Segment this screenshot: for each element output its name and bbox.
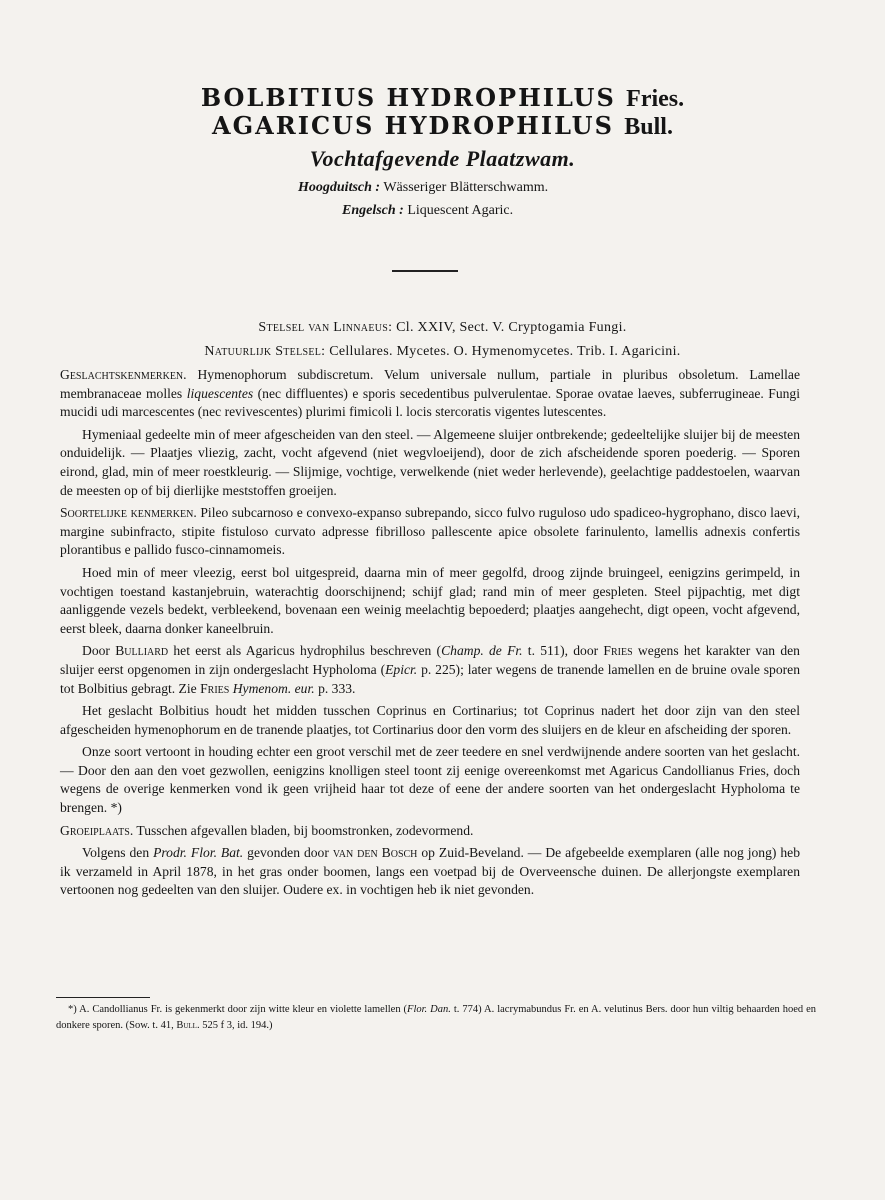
title-author-fries: Fries. bbox=[626, 86, 685, 112]
collection-text: gevonden door bbox=[247, 845, 329, 861]
habitat-paragraph bbox=[60, 822, 800, 841]
dutch-common-name: Vochtafgevende Plaatzwam. bbox=[309, 146, 576, 171]
genus-latin-text: Hymenophorum subdiscretum. Velum universale nullum, partiale in pluribus obsoletum. Lamellae membranaceae molles bbox=[60, 367, 800, 401]
genus-latin-text-cont: (nec diffluentes) e sporis secedentibus pulverulentae. Sporae ovatae laeves, subferrugineae. Fungi mucidi udi marcescentes (nec revivescentes) plurimi fimicoli l. locis stercoratis vigentes lutescentes. bbox=[60, 385, 801, 420]
genus-relation-paragraph: Het geslacht Bolbitius houdt het midden tusschen Coprinus en Cortinarius; tot Coprinus nadert het door zijn van den steel afgescheiden hymenophorum en de tranende plaatjes, tot Cortinarius door den vorm des sluijers en de kleur en afscheiding der sporen. bbox=[60, 703, 800, 737]
german-name: Wässeriger Blätterschwamm. bbox=[383, 180, 549, 195]
species-label: Soortelijke kenmerken. bbox=[60, 505, 197, 521]
species-latin-text: Pileo subcarnoso e convexo-expanso subrepando, sicco fulvo ruguloso udo spadiceo-hygrophano, disco laevi, margine subinfracto, stipite fistuloso curvato adpresse fibrilloso pallescente apice obsolete farinulento, lamellis adnexis confertis plorantibus e pallido fusco-cinnamomeis. bbox=[60, 505, 800, 558]
collection-paragraph bbox=[60, 844, 800, 900]
linnaeus-text: Cl. XXIV, Sect. V. Cryptogamia Fungi. bbox=[396, 320, 627, 335]
author-fries: Fries bbox=[200, 680, 230, 696]
german-label: Hoogduitsch : bbox=[298, 180, 381, 195]
genus-latin-italic: liquescentes bbox=[186, 385, 254, 401]
german-synonym bbox=[298, 180, 548, 196]
ref-epicr: Epicr. bbox=[385, 661, 418, 677]
title-line-agaricus bbox=[0, 112, 885, 141]
footnote-text: t. 774) A. lacrymabundus Fr. en A. velutinus Bers. door hun viltig behaarden hoed en donkere sporen. (Sow. t. 41, bbox=[56, 1004, 817, 1031]
genus-label: Geslachtskenmerken. bbox=[60, 367, 187, 382]
title-species-name: BOLBITIUS HYDROPHILUS bbox=[200, 83, 616, 112]
ref-bull: Bull. bbox=[176, 1020, 200, 1031]
history-text: p. 225); later wegens de tranende lamellen en de bruine ovale sporen tot Bolbitius gebragt. Zie bbox=[60, 661, 800, 696]
collection-text: op Zuid-Beveland. — De afgebeelde exemplaren (alle nog jong) heb ik verzameld in April 1878, in het gras onder boomen, langs een voetpad bij de Overveensche duinen. De allerjongste exemplaren vertoonen nog gedeelten van den sluijer. Oudere ex. in vochtigen heb ik niet gevonden. bbox=[60, 845, 800, 898]
linnaeus-classification bbox=[0, 320, 885, 336]
genus-characters-latin bbox=[60, 366, 800, 422]
species-characters-dutch: Hoed min of meer vleezig, eerst bol uitgespreid, daarna min of meer gegolfd, droog zijnde bruingeel, eenigzins gerimpeld, in vochtigen toestand kastanjebruin, waterachtig doorschijnend; schijf glad; rand min of meer gespleten. Steel pijpachtig, met digt aanliggende vezels bedekt, verbleekend, bovenaan een weinig meelachtig bepoederd; plaatjes aangehecht, digt opeen, vocht afgevend, eerst bleek, daarna donker kaneelbruin. bbox=[60, 564, 800, 636]
title-author-bull: Bull. bbox=[624, 114, 673, 140]
ref-flor-dan: Flor. Dan. bbox=[407, 1004, 451, 1015]
english-synonym bbox=[342, 203, 513, 219]
footnote-divider bbox=[56, 997, 150, 998]
species-characters-latin bbox=[60, 504, 800, 560]
ref-champ: Champ. de Fr. bbox=[441, 643, 523, 659]
title-synonym-name: AGARICUS HYDROPHILUS bbox=[212, 111, 614, 140]
comparison-paragraph: Onze soort vertoont in houding echter een groot verschil met de zeer teedere en snel verdwijnende andere soorten van het geslacht. — Door den aan den voet gezwollen, eenigzins knolligen steel toont zij eenige overeenkomst met Agaricus Candollianus Fries, doch wegens de overige kenmerken vond ik geen vrijheid haar tot deze of eene der andere soorten van het ondergeslacht Hypholoma te brengen. *) bbox=[60, 744, 800, 816]
history-text: t. 511), door bbox=[527, 643, 599, 659]
natural-label: Natuurlijk Stelsel: bbox=[204, 344, 326, 359]
collection-text: Volgens den bbox=[82, 845, 150, 861]
history-text: het eerst als Agaricus hydrophilus beschreven ( bbox=[173, 643, 442, 659]
description-body bbox=[60, 366, 800, 904]
author-bulliard: Bulliard bbox=[115, 643, 169, 659]
history-text: wegens het karakter van den sluijer eerst opgenomen in zijn ondergeslacht Hypholoma ( bbox=[60, 643, 800, 677]
author-van-den-bosch: van den Bosch bbox=[332, 845, 418, 861]
english-name: Liquescent Agaric. bbox=[407, 203, 514, 218]
ref-prodr: Prodr. Flor. Bat. bbox=[153, 845, 244, 861]
natural-text: Cellulares. Mycetes. O. Hymenomycetes. Trib. I. Agaricini. bbox=[329, 344, 681, 359]
footnote-text: *) A. Candollianus Fr. is gekenmerkt door zijn witte kleur en violette lamellen ( bbox=[68, 1004, 408, 1015]
natural-classification bbox=[0, 344, 885, 360]
footnote-text: 525 f 3, id. 194.) bbox=[202, 1020, 273, 1031]
title-line-bolbitius bbox=[0, 84, 885, 113]
footnote bbox=[56, 1002, 816, 1034]
linnaeus-label: Stelsel van Linnaeus: bbox=[258, 320, 393, 335]
genus-characters-dutch: Hymeniaal gedeelte min of meer afgescheiden van den steel. — Algemeene sluijer ontbrekende; gedeeltelijke sluijer bij de meesten onduidelijk. — Plaatjes vliezig, zacht, vocht afgevend (niet wegvloeijend), door de zich afscheidende sporen poederig. — Sporen eirond, glad, min of meer roestkleurig. — Slijmige, vochtige, verwelkende (niet weder herlevende), geelachtige paddestoelen, waarvan de meesten op of bij dierlijke meststoffen groeijen. bbox=[60, 426, 800, 498]
author-fries: Fries bbox=[603, 643, 633, 659]
title-divider bbox=[392, 270, 458, 272]
english-label: Engelsch : bbox=[342, 203, 404, 218]
habitat-label: Groeiplaats. bbox=[60, 822, 134, 838]
habitat-text: Tusschen afgevallen bladen, bij boomstronken, zodevormend. bbox=[136, 822, 474, 838]
history-text: Door bbox=[82, 643, 110, 659]
ref-hymenom: Hymenom. eur. bbox=[232, 680, 315, 696]
history-paragraph bbox=[60, 642, 800, 698]
history-text: p. 333. bbox=[318, 680, 356, 696]
